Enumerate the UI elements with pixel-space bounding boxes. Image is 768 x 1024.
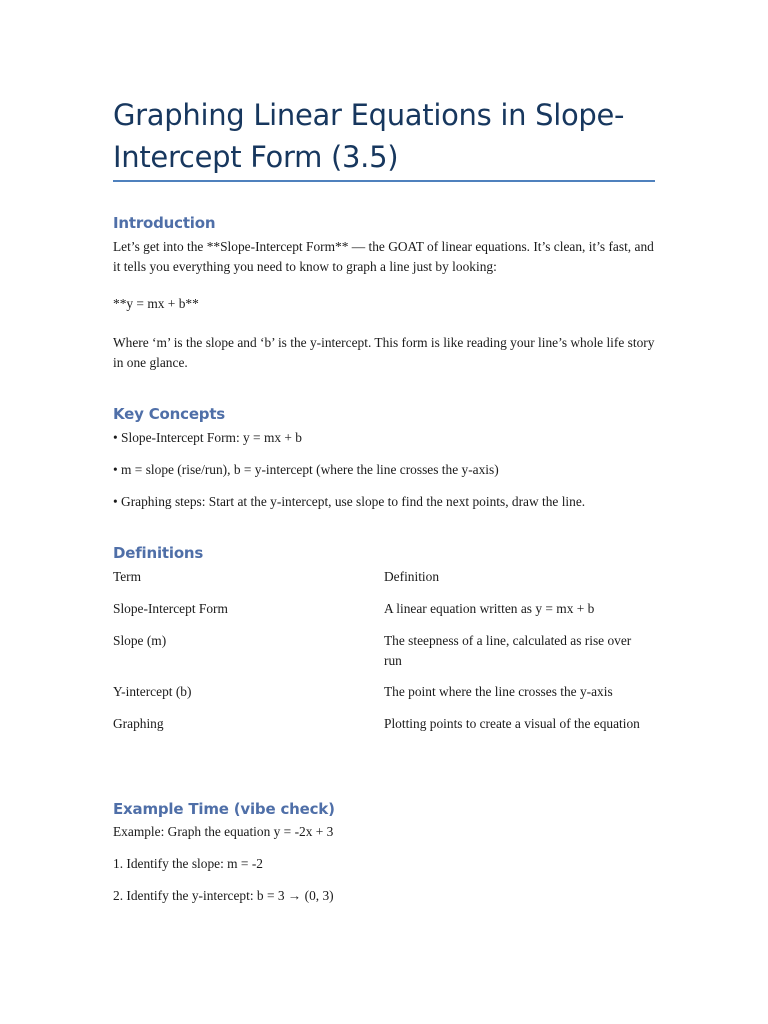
list-item: • m = slope (rise/run), b = y-intercept (where the line crosses the y-axis) [113,462,499,477]
definitions-heading: Definitions [113,544,204,562]
table-cell-term: Slope-Intercept Form [113,601,228,616]
table-cell-term: Graphing [113,716,164,731]
example-heading: Example Time (vibe check) [113,800,335,818]
example-step: 2. Identify the y-intercept: b = 3 → (0, 3) [113,888,334,903]
table-cell-term: Y-intercept (b) [113,684,192,699]
table-cell-definition: Plotting points to create a visual of the equation [384,716,640,731]
list-item: • Graphing steps: Start at the y-intercept, use slope to find the next points, draw the line. [113,494,586,509]
list-item: • Slope-Intercept Form: y = mx + b [113,430,303,445]
table-cell-definition: The steepness of a line, calculated as rise over run [384,633,632,668]
title-underline [113,180,655,182]
introduction-paragraph: Let’s get into the **Slope-Intercept Form** — the GOAT of linear equations. It’s clean, it’s fast, and it tells you everything you need to know to graph a line just by looking: [113,239,654,274]
table-header-definition: Definition [384,569,440,584]
table-cell-definition: The point where the line crosses the y-axis [384,684,613,699]
example-line: Example: Graph the equation y = -2x + 3 [113,824,334,839]
table-header-term: Term [113,569,142,584]
example-step: 1. Identify the slope: m = -2 [113,856,263,871]
formula-line: **y = mx + b** [113,296,199,311]
table-cell-definition: A linear equation written as y = mx + b [384,601,595,616]
document-title: Graphing Linear Equations in Slope-Intercept Form (3.5) [113,98,625,174]
key-concepts-heading: Key Concepts [113,405,226,423]
table-cell-term: Slope (m) [113,633,167,648]
introduction-heading: Introduction [113,214,216,232]
introduction-paragraph-2: Where ‘m’ is the slope and ‘b’ is the y-intercept. This form is like reading your line’s whole life story in one glance. [113,335,655,370]
